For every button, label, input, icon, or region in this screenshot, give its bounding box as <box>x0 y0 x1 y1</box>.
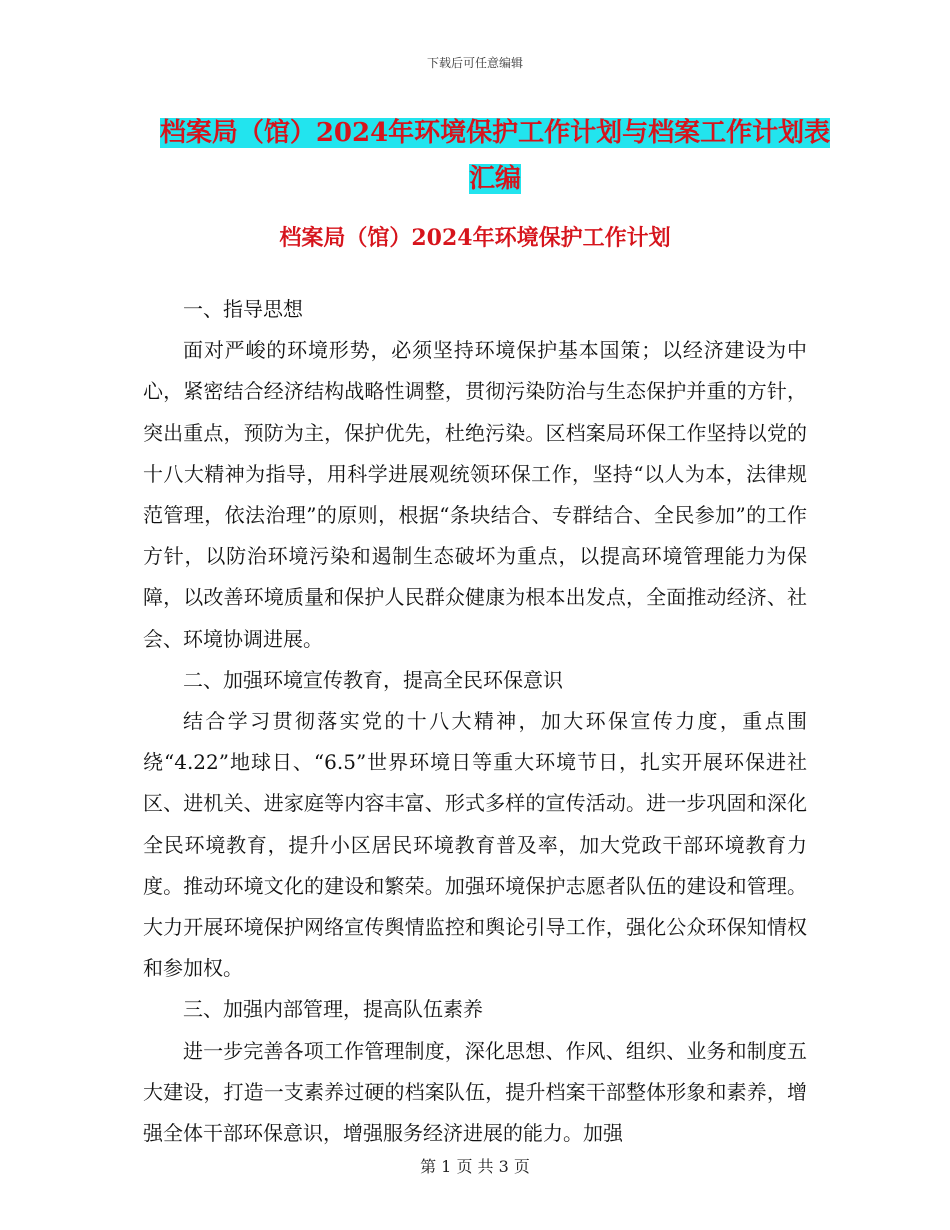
document-title-text: 档案局（馆）2024年环境保护工作计划与档案工作计划表汇编 <box>159 118 831 194</box>
document-title <box>150 110 840 202</box>
document-body <box>143 289 807 1154</box>
paragraph-internal-management: 进一步完善各项工作管理制度，深化思想、作风、组织、业务和制度五大建设，打造一支素养过硬的档案队伍，提升档案干部整体形象和素养，增强全体干部环保意识，增强服务经济进展的能力。加强 <box>143 1038 807 1146</box>
heading-guiding-thought: 一、指导思想 <box>183 297 303 321</box>
heading-internal-management: 三、加强内部管理，提高队伍素养 <box>183 997 483 1022</box>
paragraph-publicity-education: 结合学习贯彻落实党的十八大精神，加大环保宣传力度，重点围绕“4.22”地球日、“6.5”世界环境日等重大环境节日，扎实开展环保进社区、进机关、进家庭等内容丰富、形式多样的宣传活动。进一步巩固和深化全民环境教育，提升小区居民环境教育普及率，加大党政干部环境教育力度。推动环境文化的建设和繁荣。加强环境保护志愿者队伍的建设和管理。大力开展环境保护网络宣传舆情监控和舆论引导工作，强化公众环保知情权和参加权。 <box>143 709 807 981</box>
heading-publicity-education: 二、加强环境宣传教育，提高全民环保意识 <box>183 667 563 692</box>
page-footer: 第 1 页 共 3 页 <box>420 1157 530 1176</box>
paragraph-guiding-thought: 面对严峻的环境形势，必须坚持环境保护基本国策；以经济建设为中心，紧密结合经济结构战略性调整，贯彻污染防治与生态保护并重的方针，突出重点，预防为主，保护优先，杜绝污染。区档案局环保工作坚持以党的十八大精神为指导，用科学进展观统领环保工作，坚持“以人为本，法律规范管理，依法治理”的原则，根据“条块结合、专群结合、全民参加”的工作方针，以防治环境污染和遏制生态破坏为重点，以提高环境管理能力为保障，以改善环境质量和保护人民群众健康为根本出发点，全面推动经济、社会、环境协调进展。 <box>143 338 807 651</box>
header-note: 下载后可任意编辑 <box>426 56 523 70</box>
section-title: 档案局（馆）2024年环境保护工作计划 <box>279 225 671 251</box>
